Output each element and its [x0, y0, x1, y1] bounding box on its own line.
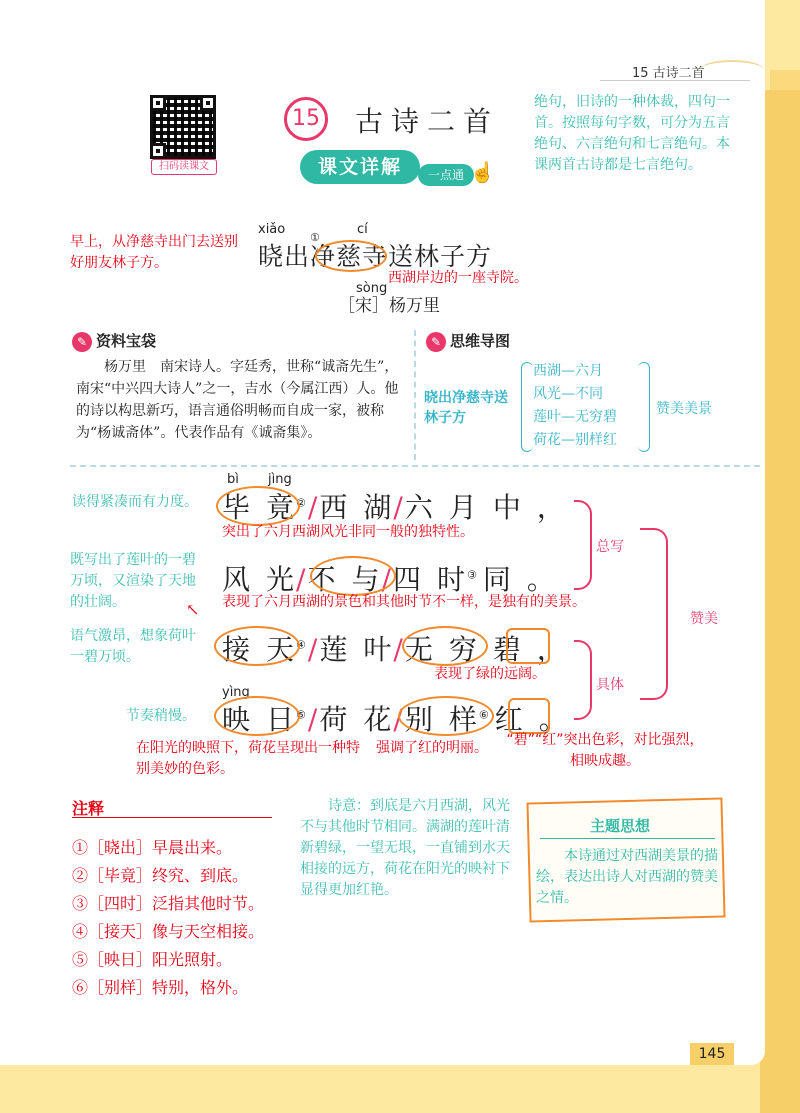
verse4-right-note: “碧”“红”突出色彩，对比强烈，相映成趣。 [506, 732, 704, 769]
verse2-note: 表现了六月西湖的景色和其他时节不一样，是独有的美景。 [222, 594, 586, 610]
mind-map-branch: 莲叶—无穷碧 [533, 409, 617, 425]
poem-title: 晓出净慈寺送林子方 [258, 242, 493, 271]
notes-rule [72, 817, 272, 818]
section-badge-sub: 一点通 [418, 164, 474, 186]
mind-map-branches [533, 360, 617, 452]
title-footnote-mark: ① [310, 231, 320, 244]
verse2-left-note: 既写出了莲叶的一碧万顷，又渲染了天地的壮阔。 [70, 552, 196, 610]
verse4-note: 强调了红的明丽。 [376, 740, 488, 756]
info-bag-heading: ✎ 资料宝袋 [72, 330, 156, 352]
verse3-left-note: 语气激昂，想象荷叶一碧万顷。 [70, 628, 196, 665]
note-item: ⑥［别样］特别，格外。 [72, 978, 249, 997]
mind-map-conclusion: 赞美美景 [656, 401, 712, 417]
verse4-bottom-note: 在阳光的映照下，荷花呈现出一种特别美妙的色彩。 [136, 740, 360, 777]
verse1-circle [216, 486, 300, 526]
verse4-box [508, 698, 550, 734]
label-general: 总写 [596, 539, 624, 555]
header-rule [600, 80, 750, 81]
mind-map-brace-left [521, 362, 533, 452]
verse3-circle-a [214, 626, 300, 666]
note-item: ④［接天］像与天空相接。 [72, 922, 265, 941]
verse4-left-note: 节奏稍慢。 [126, 708, 196, 724]
pinyin-ci: cí [357, 222, 368, 237]
pinyin-song: sòng [356, 281, 388, 296]
lesson-title: 古诗二首 [355, 105, 500, 138]
pencil-icon: ✎ [426, 332, 446, 352]
pinyin-xiao: xiǎo [258, 222, 286, 237]
page-curl [700, 60, 764, 80]
side-note-jueju: 绝句，旧诗的一种体裁，四句一首。按照每句字数，可分为五言绝句、六言绝句和七言绝句。本课两首古诗都是七言绝句。 [534, 94, 730, 173]
verse3-note: 表现了绿的远阔。 [434, 666, 546, 682]
note-item: ⑤［映日］阳光照射。 [72, 950, 233, 969]
qr-code-icon[interactable] [150, 95, 216, 159]
verse-line-1: 毕 竟②/西 湖/六 月 中 ， [222, 491, 567, 524]
running-header: 15 古诗二首 [632, 66, 705, 81]
verse1-left-note: 读得紧凑而有力度。 [72, 494, 198, 510]
verse1-note: 突出了六月西湖风光非同一般的独特性。 [222, 524, 474, 540]
mind-map-branch: 风光—不同 [533, 386, 603, 402]
theme-heading: 主题思想 [590, 817, 651, 835]
note-item: ②［毕竟］终究、到底。 [72, 866, 249, 885]
qr-label: 扫码读课文 [151, 159, 217, 175]
verse1-pinyin-jing: jìng [268, 472, 292, 487]
brace-specific [574, 640, 592, 720]
brace-general [574, 500, 592, 590]
theme-rule [540, 838, 715, 839]
verse3-circle-b [402, 626, 488, 666]
column-divider [414, 330, 416, 460]
mind-map-root: 晓出净慈寺送林子方 [424, 390, 508, 426]
section-badge: 课文详解 [300, 150, 420, 184]
verse2-circle [310, 556, 396, 596]
title-note-right: 西湖岸边的一座寺院。 [388, 270, 528, 286]
verse1-pinyin-bi: bì [227, 472, 239, 487]
notes-list [72, 834, 302, 1002]
mind-map-branch: 西湖—六月 [533, 363, 603, 379]
verse4-circle-a [214, 696, 300, 736]
pointing-hand-icon: ☝ [470, 160, 495, 184]
verse4-pinyin-ying: yìng [222, 685, 250, 700]
page-number: 145 [690, 1043, 734, 1065]
brace-praise [640, 528, 668, 700]
section-divider [70, 465, 760, 467]
theme-text: 本诗通过对西湖美景的描绘，表达出诗人对西湖的赞美之情。 [536, 848, 718, 906]
title-note-left: 早上，从净慈寺出门去送别好朋友林子方。 [70, 234, 238, 271]
mind-map-heading: ✎ 思维导图 [426, 330, 510, 352]
note-item: ③［四时］泛指其他时节。 [72, 894, 265, 913]
mind-map-brace-right [638, 362, 650, 452]
verse-line-4: 映 日⑤/荷 花/别 样⑥ 红 。 [222, 703, 569, 736]
verse3-box [506, 628, 550, 664]
poem-meaning: 诗意：到底是六月西湖，风光不与其他时节相同。满湖的莲叶清新碧绿，一望无垠，一直铺到水天相接的远方，荷花在阳光的映衬下显得更加红艳。 [300, 798, 510, 898]
poem-author: ［宋］杨万里 [338, 296, 440, 316]
verse-line-2: 风 光/不 与/四 时③ 同 。 [222, 563, 557, 596]
label-specific: 具体 [596, 677, 624, 693]
title-circle [315, 240, 387, 272]
page-edge-deep [760, 90, 800, 1113]
mind-map-branch: 荷花—别样红 [533, 432, 617, 448]
note-item: ①［晓出］早晨出来。 [72, 838, 233, 857]
pencil-icon: ✎ [72, 332, 92, 352]
lesson-number: 15 [284, 97, 328, 141]
notes-heading: 注释 [72, 799, 105, 818]
verse4-circle-b [398, 696, 494, 736]
verse-line-3: 接 天④/莲 叶/无 穷 碧 ， [222, 633, 567, 666]
author-bio: 杨万里 南宋诗人。字廷秀，世称“诚斋先生”，南宋“中兴四大诗人”之一，吉水（今属江西）人。他的诗以构思新巧，语言通俗明畅而自成一家，被称为“杨诚斋体”。代表作品有《诚斋集》。 [76, 359, 399, 441]
arrow-left-icon: ↖ [186, 600, 200, 619]
label-praise: 赞美 [690, 611, 718, 627]
